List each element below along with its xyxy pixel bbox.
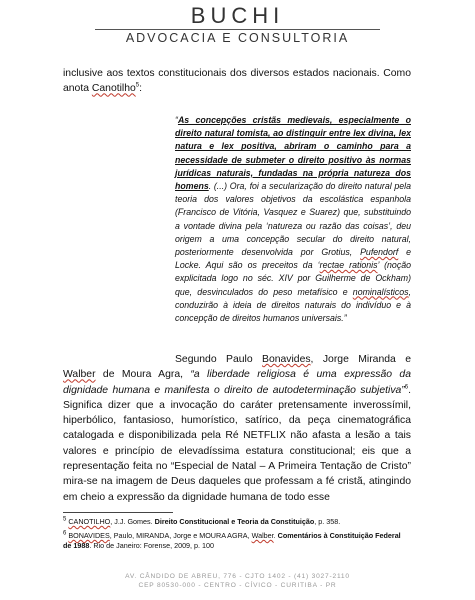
quote-emphasis: As concepções cristãs medievais, especialmente o direito natural tomista, ao distinguir entre lex divina, lex natura e lex positiva, abriram o caminho para a necessidade de submeter o direito positivo às normas jurídicas naturais, fundadas na própria natureza dos homens [175,115,411,192]
footnote-5-names: , J.J. Gomes. [110,517,155,526]
paragraph-main [63,352,411,505]
footnote-6-after: . [273,531,278,540]
footer-line-1: AV. CÂNDIDO DE ABREU, 776 - CJTO 1402 - (41) 3027-2110 [125,573,350,580]
footnote-6-author: BONAVIDES [68,531,110,540]
footnote-5-title: Direito Constitucional e Teoria da Constituição [154,517,315,526]
quote-part-2: e Locke. Aqui são os preceitos da ‘ [175,247,411,271]
footnote-6-author2: Walber [251,531,274,540]
author-bonavides: Bonavides [262,354,311,365]
letterhead-rule [95,29,380,30]
paragraph-main-rest: . Significa dizer que a invocação do caráter pretensamente inverossímil, hiperbólico, fantasioso, humorístico, satírico, da peça cinematográfica catalogada e disponibilizada pela Ré NETFLIX não afasta a lesão a tais valores e princípio de elevadíssima estatura constitucional; eis que a representação feita no “Especial de Natal – A Primeira Tentação de Cristo” mira-se na imagem de Deus daqueles que professam a fé cristã, atingindo em cheio a expressão da dignidade humana de todo esse [63,384,411,503]
block-quote [175,114,411,325]
paragraph-main-lead: Segundo Paulo [175,354,263,365]
footnote-5-number: 5 [63,516,67,523]
footer-address [0,572,475,590]
quote-recta: rectae rationis [319,260,378,271]
paragraph-intro-text: inclusive aos textos constitucionais dos diversos estados nacionais. Como anota [63,68,411,95]
footnote-6 [63,531,411,550]
quote-nominal: nominalísticos [352,286,409,297]
footnote-5-author: CANOTILHO [68,517,111,526]
quote-part-3: ’ (noção explicitada logo no séc. XIV por Guilherme de Ockham) que, desvinculados do peso metafísico e [175,260,411,297]
footnote-5-rest: , p. 358. [314,517,341,526]
paragraph-intro [63,66,411,97]
author-canotilho: Canotilho [91,83,136,95]
paragraph-intro-end: : [139,83,143,95]
quote-part-4: , conduzirão à ideia de direitos naturais do indivíduo e à concepção de direitos humanos universais.” [175,286,411,324]
footnote-6-rest: . Rio de Janeiro: Forense, 2009, p. 100 [89,540,215,550]
footnote-ref-5[interactable]: 5 [135,82,140,89]
firm-subtitle: ADVOCACIA E CONSULTORIA [125,31,350,45]
letterhead [0,4,475,45]
paragraph-main-mid: , Jorge Miranda e [310,354,411,365]
paragraph-main-citation: “a liberdade religiosa é uma expressão da dignidade humana e manifesta o direito de autodeterminação subjetiva” [63,369,411,396]
footer-line-2: CEP 80530-000 - CENTRO - CÍVICO - CURITIBA - PR [138,582,337,589]
footnote-ref-6[interactable]: 6 [404,384,409,391]
footnote-6-number: 6 [63,530,67,537]
footnote-divider [63,512,173,513]
firm-name: BUCHI [190,3,285,28]
quote-pufendorf: Pufendorf [360,247,399,258]
author-walber: Walber [63,369,96,381]
footnote-6-title: Comentários à Constituição Federal de 1988 [63,531,401,550]
paragraph-main-mid2: de Moura Agra, [95,369,191,381]
quote-open: “ [175,115,178,125]
quote-part-1: . (...) Ora, foi a secularização do direito natural pela teoria dos valores objetivos da escolástica espanhola (Francisco de Vitória, Vasquez e Suarez) que, substituindo a vontade divina pela ‘natureza ou razão das coisas’, deu origem a uma concepção secular do direito natural, posteriormente desenvolvida por Grotius, [175,181,411,258]
footnote-5 [63,517,411,527]
footnote-6-names: , Paulo, MIRANDA, Jorge e MOURA AGRA, [109,531,252,540]
